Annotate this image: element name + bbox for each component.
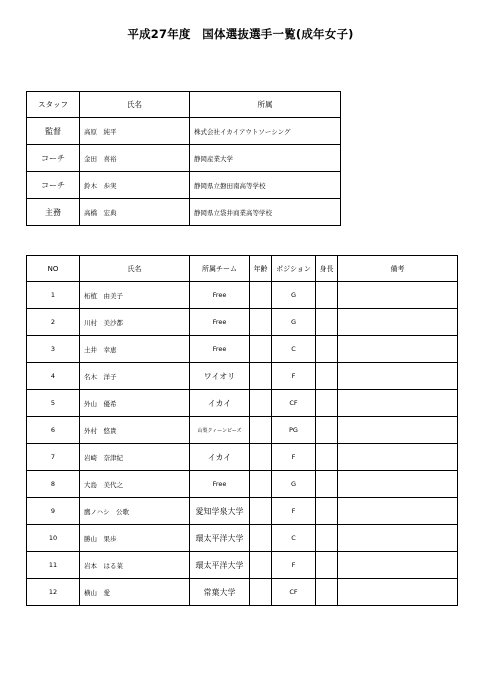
player-name: 土井 幸恵 [80,336,190,363]
player-age [250,390,272,417]
player-no: 11 [27,552,80,579]
staff-name: 金田 喜裕 [80,145,190,172]
player-notes [338,444,458,471]
players-table [26,255,458,606]
player-name: 横山 愛 [80,579,190,606]
staff-row [27,118,341,145]
staff-header-affiliation: 所属 [190,92,341,118]
player-team: ワイオリ [190,363,250,390]
staff-name: 鈴木 歩実 [80,172,190,199]
staff-name: 高原 純平 [80,118,190,145]
player-row [27,363,458,390]
player-height [316,336,338,363]
player-notes [338,525,458,552]
players-header-height: 身長 [316,256,338,282]
player-height [316,282,338,309]
player-notes [338,579,458,606]
player-name: 川村 美沙都 [80,309,190,336]
player-notes [338,363,458,390]
player-age [250,498,272,525]
player-position: PG [272,417,316,444]
player-age [250,444,272,471]
player-height [316,552,338,579]
player-no: 4 [27,363,80,390]
player-row [27,282,458,309]
staff-affiliation: 静岡産業大学 [190,145,341,172]
players-header-position: ポジション [272,256,316,282]
player-team: 山梨クィーンビーズ [190,417,250,444]
players-header-notes: 備考 [338,256,458,282]
player-name: 外村 悠貴 [80,417,190,444]
players-header-age: 年齢 [250,256,272,282]
staff-header-role: スタッフ [27,92,80,118]
player-age [250,417,272,444]
player-position: F [272,552,316,579]
player-team: 愛知学泉大学 [190,498,250,525]
player-row [27,552,458,579]
player-name: 名木 洋子 [80,363,190,390]
player-row [27,579,458,606]
players-header-name: 氏名 [80,256,190,282]
player-row [27,525,458,552]
player-age [250,282,272,309]
player-no: 5 [27,390,80,417]
player-age [250,309,272,336]
player-age [250,552,272,579]
player-position: F [272,363,316,390]
staff-role: コーチ [27,145,80,172]
staff-affiliation: 静岡県立磐田南高等学校 [190,172,341,199]
staff-affiliation: 静岡県立袋井商業高等学校 [190,199,341,226]
player-team: イカイ [190,390,250,417]
staff-header-row [27,92,341,118]
player-row [27,309,458,336]
player-no: 12 [27,579,80,606]
player-no: 10 [27,525,80,552]
player-height [316,525,338,552]
player-notes [338,390,458,417]
player-team: Free [190,282,250,309]
player-notes [338,552,458,579]
player-notes [338,417,458,444]
player-position: F [272,444,316,471]
player-height [316,417,338,444]
player-team: 環太平洋大学 [190,525,250,552]
page-title: 平成27年度 国体選抜選手一覧(成年女子) [127,27,354,41]
staff-role: 主務 [27,199,80,226]
player-notes [338,471,458,498]
players-header-row [27,256,458,282]
player-no: 8 [27,471,80,498]
player-name: 大島 美代之 [80,471,190,498]
player-no: 7 [27,444,80,471]
player-age [250,579,272,606]
staff-role: 監督 [27,118,80,145]
player-height [316,390,338,417]
player-position: CF [272,390,316,417]
staff-role: コーチ [27,172,80,199]
players-header-team: 所属チーム [190,256,250,282]
player-height [316,444,338,471]
player-name: 岩崎 奈津紀 [80,444,190,471]
player-row [27,390,458,417]
player-team: 常葉大学 [190,579,250,606]
player-name: 岩本 はる菜 [80,552,190,579]
player-notes [338,498,458,525]
staff-header-name: 氏名 [80,92,190,118]
player-name: 勝山 果歩 [80,525,190,552]
player-name: 柘植 由美子 [80,282,190,309]
player-height [316,309,338,336]
player-height [316,363,338,390]
staff-table [26,91,341,226]
player-name: 鷹ノハシ 公歌 [80,498,190,525]
player-row [27,444,458,471]
player-no: 9 [27,498,80,525]
player-age [250,363,272,390]
player-row [27,498,458,525]
player-team: Free [190,336,250,363]
player-no: 3 [27,336,80,363]
player-row [27,471,458,498]
player-height [316,498,338,525]
player-no: 1 [27,282,80,309]
player-position: CF [272,579,316,606]
players-header-no: NO [27,256,80,282]
player-position: C [272,525,316,552]
staff-row [27,145,341,172]
player-position: G [272,471,316,498]
player-team: Free [190,309,250,336]
player-team: Free [190,471,250,498]
player-notes [338,336,458,363]
player-no: 2 [27,309,80,336]
player-age [250,471,272,498]
player-position: F [272,498,316,525]
staff-row [27,172,341,199]
player-team: イカイ [190,444,250,471]
player-team: 環太平洋大学 [190,552,250,579]
player-position: C [272,336,316,363]
player-name: 外山 優希 [80,390,190,417]
staff-name: 高橋 宏典 [80,199,190,226]
staff-affiliation: 株式会社イカイアウトソーシング [190,118,341,145]
player-position: G [272,282,316,309]
player-no: 6 [27,417,80,444]
staff-row [27,199,341,226]
player-row [27,336,458,363]
player-age [250,525,272,552]
player-notes [338,282,458,309]
player-height [316,579,338,606]
player-age [250,336,272,363]
player-position: G [272,309,316,336]
player-notes [338,309,458,336]
player-row [27,417,458,444]
player-height [316,471,338,498]
